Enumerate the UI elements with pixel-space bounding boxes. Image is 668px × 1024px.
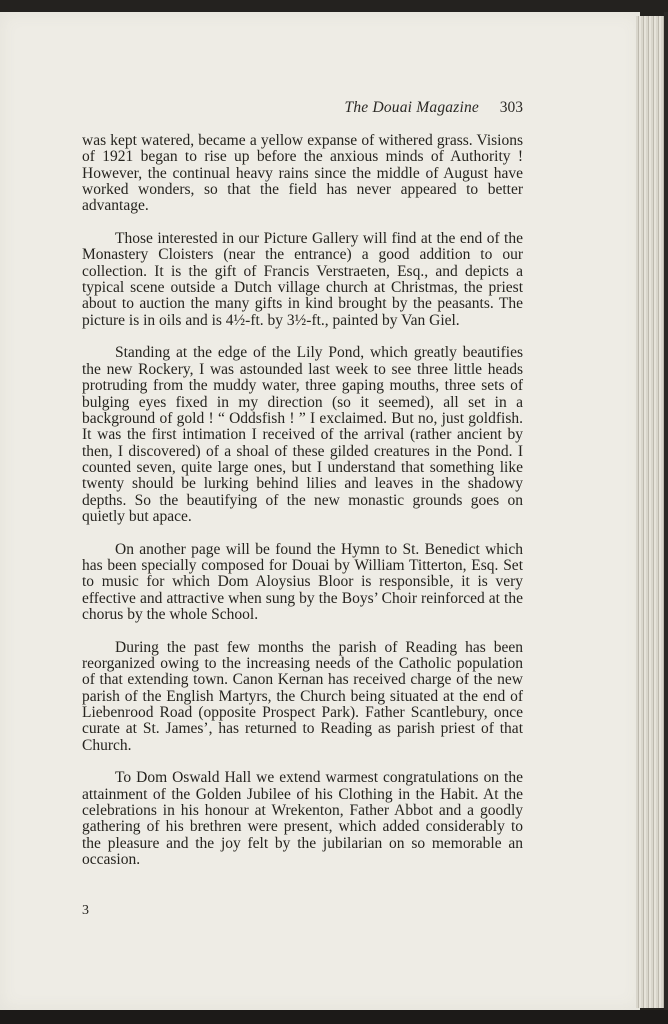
running-header xyxy=(82,99,523,121)
paragraph-picture-gallery: Those interested in our Picture Gallery will find at the end of the Monastery Cloisters (near the entrance) a good addition to our collection. It is the gift of Francis Verstraeten, Esq., and depicts a typical scene outside a Dutch village church at Christmas, the priest about to auction the many gifts in kind brought by the peasants. The picture is in oils and is 4½-ft. by 3½-ft., painted by Van Giel. xyxy=(82,230,523,329)
paragraph-golden-jubilee: To Dom Oswald Hall we extend warmest congratulations on the attainment of the Golden Jubilee of his Clothing in the Habit. At the celebrations in his honour at Wrekenton, Father Abbot and a goodly gathering of his brethren were present, which added considerably to the pleasure and the joy felt by the jubilarian on so memorable an occasion. xyxy=(82,769,523,869)
article-body xyxy=(82,133,523,885)
printer-signature-mark: 3 xyxy=(82,903,89,918)
paragraph-hymn: On another page will be found the Hymn to St. Benedict which has been specially composed for Douai by William Titterton, Esq. Set to music for which Dom Aloysius Bloor is responsible, it is very effective and attractive when sung by the Boys’ Choir reinforced at the chorus by the whole School. xyxy=(82,540,523,623)
paragraph-lily-pond: Standing at the edge of the Lily Pond, which greatly beautifies the new Rockery, I was astounded last week to see three little heads protruding from the muddy water, three gaping mouths, three sets of bulging eyes fixed in my direction (so it seemed), all set in a background of gold ! “ Oddsfish ! ” I exclaimed. But no, just goldfish. It was the first intimation I received of the arrival (rather ancient by then, I discovered) of a shoal of these gilded creatures in the Pond. I counted seven, quite large ones, but I understand that something like twenty should be lurking behind lilies and leaves in the shadowy depths. So the beautifying of the new monastic grounds goes on quietly but apace. xyxy=(82,344,523,525)
page-edge-stack xyxy=(636,16,664,1008)
scan-border-right xyxy=(664,12,668,1012)
running-title: The Douai Magazine xyxy=(344,99,479,116)
paragraph-reading-parish: During the past few months the parish of Reading has been reorganized owing to the increasing needs of the Catholic population of that extending town. Canon Kernan has received charge of the new parish of the English Martyrs, the Church being situated at the end of Liebenrood Road (opposite Prospect Park). Father Scantlebury, once curate at St. James’, has returned to Reading as parish priest of that Church. xyxy=(82,638,523,754)
paragraph-field-continuation: was kept watered, became a yellow expanse of withered grass. Visions of 1921 began to rise up before the anxious minds of Authority ! However, the continual heavy rains since the middle of August have worked wonders, so that the field has never appeared to better advantage. xyxy=(82,132,523,215)
page-number: 303 xyxy=(499,99,523,116)
scan-border-bottom xyxy=(0,1010,668,1024)
